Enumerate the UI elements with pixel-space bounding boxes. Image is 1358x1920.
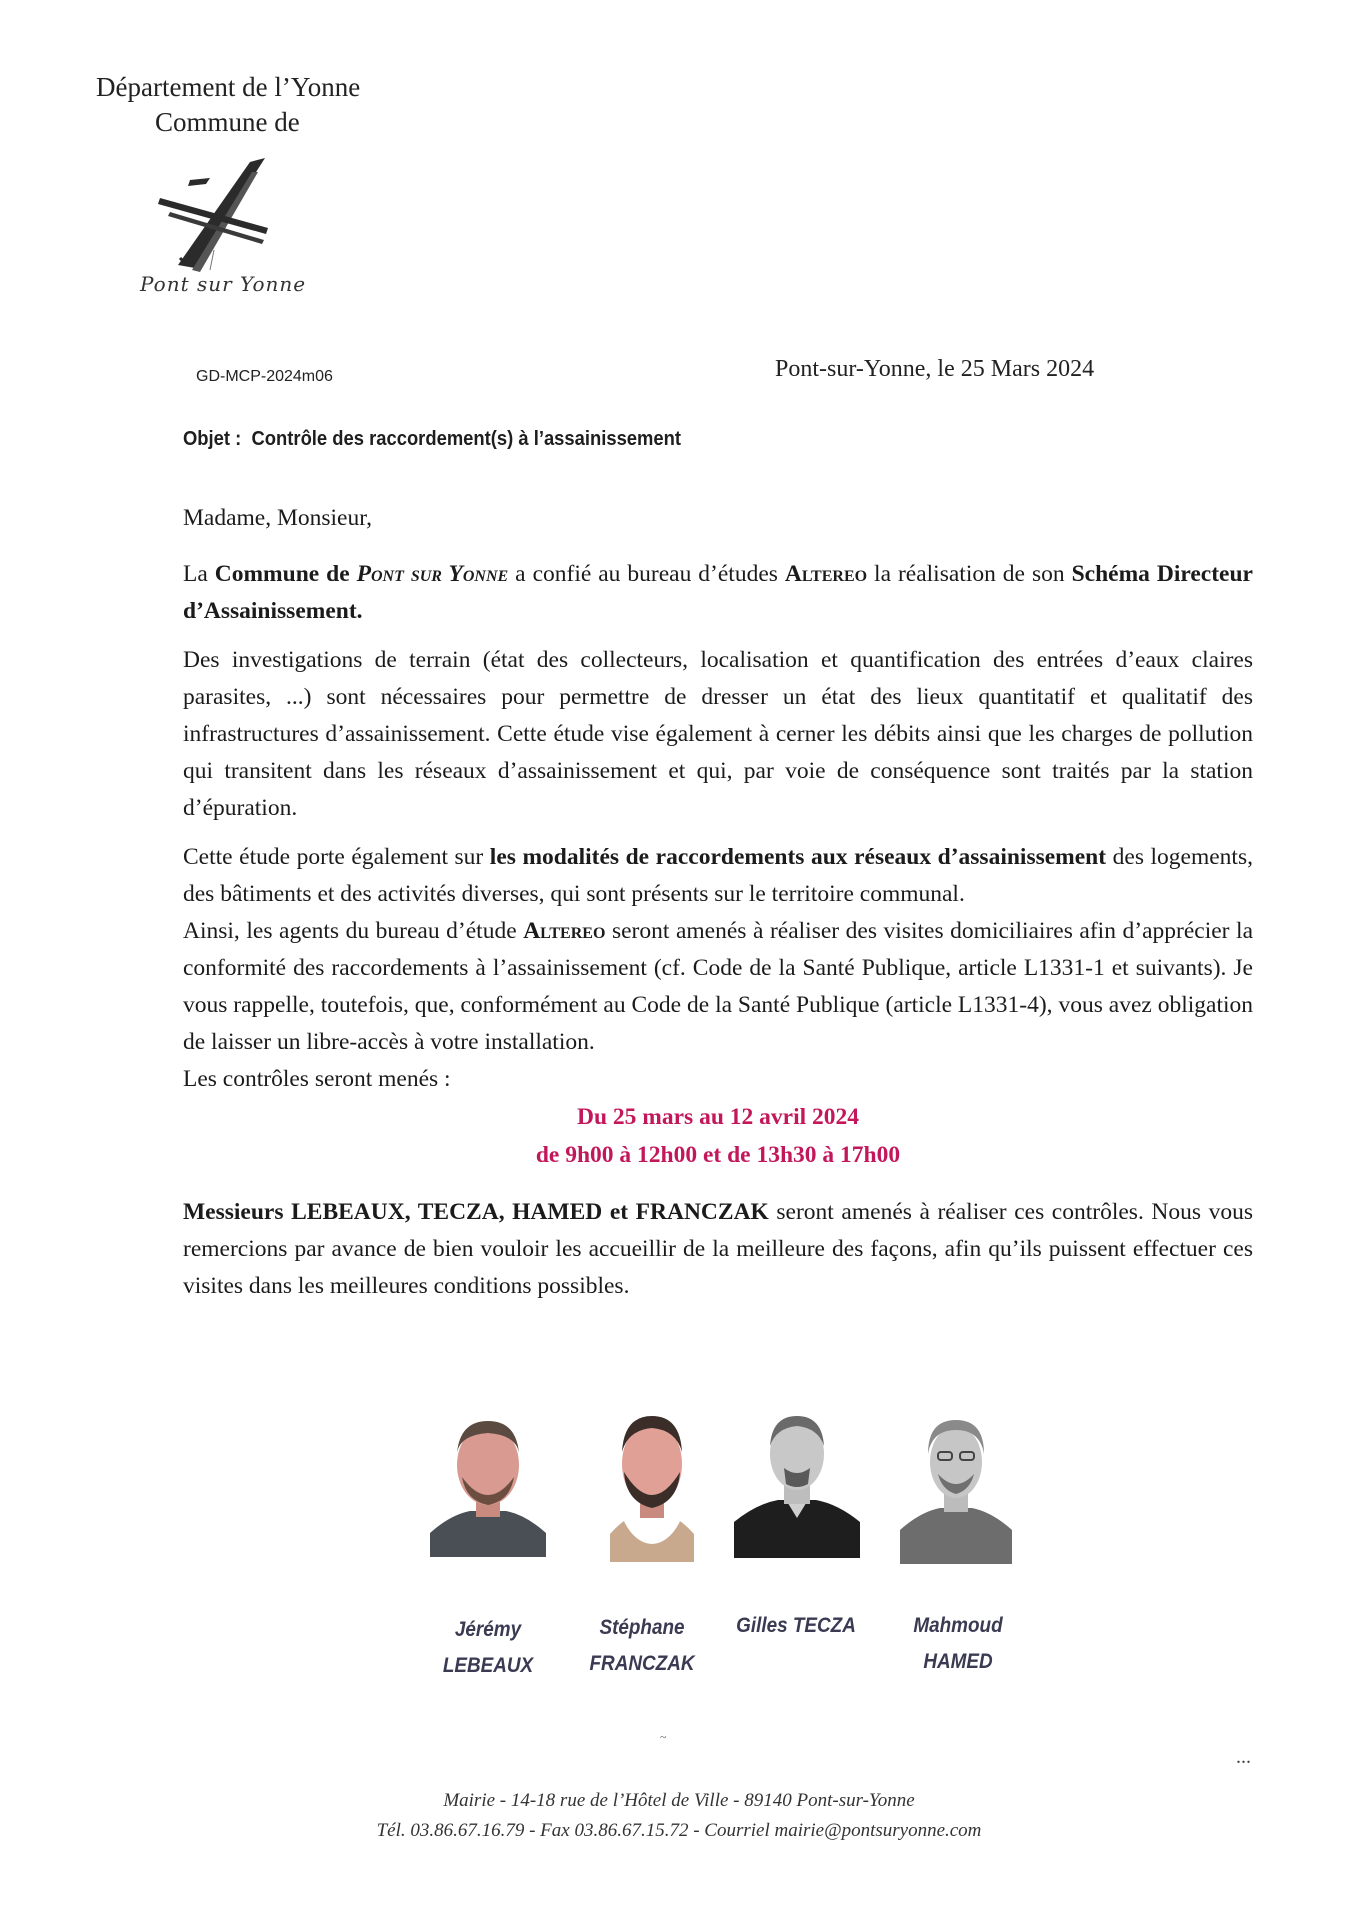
agents-names: Messieurs LEBEAUX, TECZA, HAMED et FRANCZAK bbox=[183, 1199, 769, 1225]
town-name: Pont sur Yonne bbox=[356, 561, 509, 587]
agent-name-lebeaux: Jérémy LEBEAUX bbox=[442, 1618, 534, 1677]
schema-title: Schéma Directeur d’Assainissement. bbox=[183, 561, 1253, 624]
reference-number: GD-MCP-2024m06 bbox=[196, 368, 333, 385]
paragraph-5: Messieurs LEBEAUX, TECZA, HAMED et FRANCZAK seront amenés à réaliser ces contrôles. Nous vous remercions par avance de bien vouloir les accueillir de la meilleure des façons, afin qu’ils puissent effectuer ces visites dans les meilleures conditions possibles. bbox=[183, 1199, 1253, 1299]
department-title: Département de l’Yonne bbox=[96, 72, 361, 102]
commune-title: Commune de bbox=[155, 107, 300, 137]
letter-body bbox=[183, 556, 1253, 1305]
ellipsis-mark: ... bbox=[1236, 1746, 1251, 1768]
schedule-dates: Du 25 mars au 12 avril 2024 bbox=[577, 1104, 859, 1130]
agent-photo-franczak bbox=[604, 1394, 700, 1562]
footer-contact: Tél. 03.86.67.16.79 - Fax 03.86.67.15.72 - Courriel mairie@pontsuryonne.com bbox=[376, 1820, 982, 1841]
controls-intro: Les contrôles seront menés : bbox=[183, 1066, 451, 1092]
agent-photo-lebeaux bbox=[430, 1405, 546, 1557]
paragraph-3: Cette étude porte également sur les modalités de raccordements aux réseaux d’assainissement des logements, des bâtiments et des activités diverses, qui sont présents sur le territoire communal. bbox=[183, 844, 1253, 907]
agent-name-franczak: Stéphane FRANCZAK bbox=[589, 1616, 695, 1675]
subject-label: Objet : bbox=[183, 428, 242, 450]
footer-address: Mairie - 14-18 rue de l’Hôtel de Ville - 89140 Pont-sur-Yonne bbox=[443, 1790, 915, 1811]
date-line: Pont-sur-Yonne, le 25 Mars 2024 bbox=[775, 356, 1095, 382]
company-name-2: Altereo bbox=[523, 918, 606, 944]
logo-script-text: Pont sur Yonne bbox=[140, 272, 307, 296]
center-mark: ~ bbox=[660, 1730, 667, 1744]
commune-logo bbox=[140, 150, 340, 310]
modalites-emphasis: les modalités de raccordements aux réseaux d’assainissement bbox=[489, 844, 1107, 870]
subject-line bbox=[183, 428, 681, 451]
agent-photo-tecza bbox=[734, 1402, 860, 1558]
agent-name-hamed: Mahmoud HAMED bbox=[913, 1614, 1003, 1673]
paragraph-4: Ainsi, les agents du bureau d’étude Altereo seront amenés à réaliser des visites domiciliaires afin d’apprécier la conformité des raccordements à l’assainissement (cf. Code de la Santé Publique, article L1331-1 et suivants). Je vous rappelle, toutefois, que, conformément au Code de la Santé Publique (article L1331-4), vous avez obligation de laisser un libre-accès à votre installation. bbox=[183, 918, 1254, 1055]
greeting: Madame, Monsieur, bbox=[183, 505, 372, 531]
paragraph-1: La Commune de Pont sur Yonne a confié au bureau d’études Altereo la réalisation de son Schéma Directeur d’Assainissement. bbox=[183, 561, 1253, 624]
subject-text: Contrôle des raccordement(s) à l’assainissement bbox=[251, 428, 682, 450]
company-name: Altereo bbox=[784, 561, 868, 587]
commune-name: Commune de bbox=[214, 561, 357, 587]
agent-name-tecza: Gilles TECZA bbox=[736, 1614, 856, 1637]
agent-photo-hamed bbox=[900, 1408, 1012, 1564]
schedule-hours: de 9h00 à 12h00 et de 13h30 à 17h00 bbox=[535, 1142, 901, 1168]
paragraph-2: Des investigations de terrain (état des collecteurs, localisation et quantification des entrées d’eaux claires parasites, ...) sont nécessaires pour permettre de dresser un état des lieux quantitatif et qualitatif des infrastructures d’assainissement. Cette étude vise également à cerner les débits ainsi que les charges de pollution qui transitent dans les réseaux d’assainissement et qui, par voie de conséquence sont traités par la station d’épuration. bbox=[183, 647, 1253, 821]
